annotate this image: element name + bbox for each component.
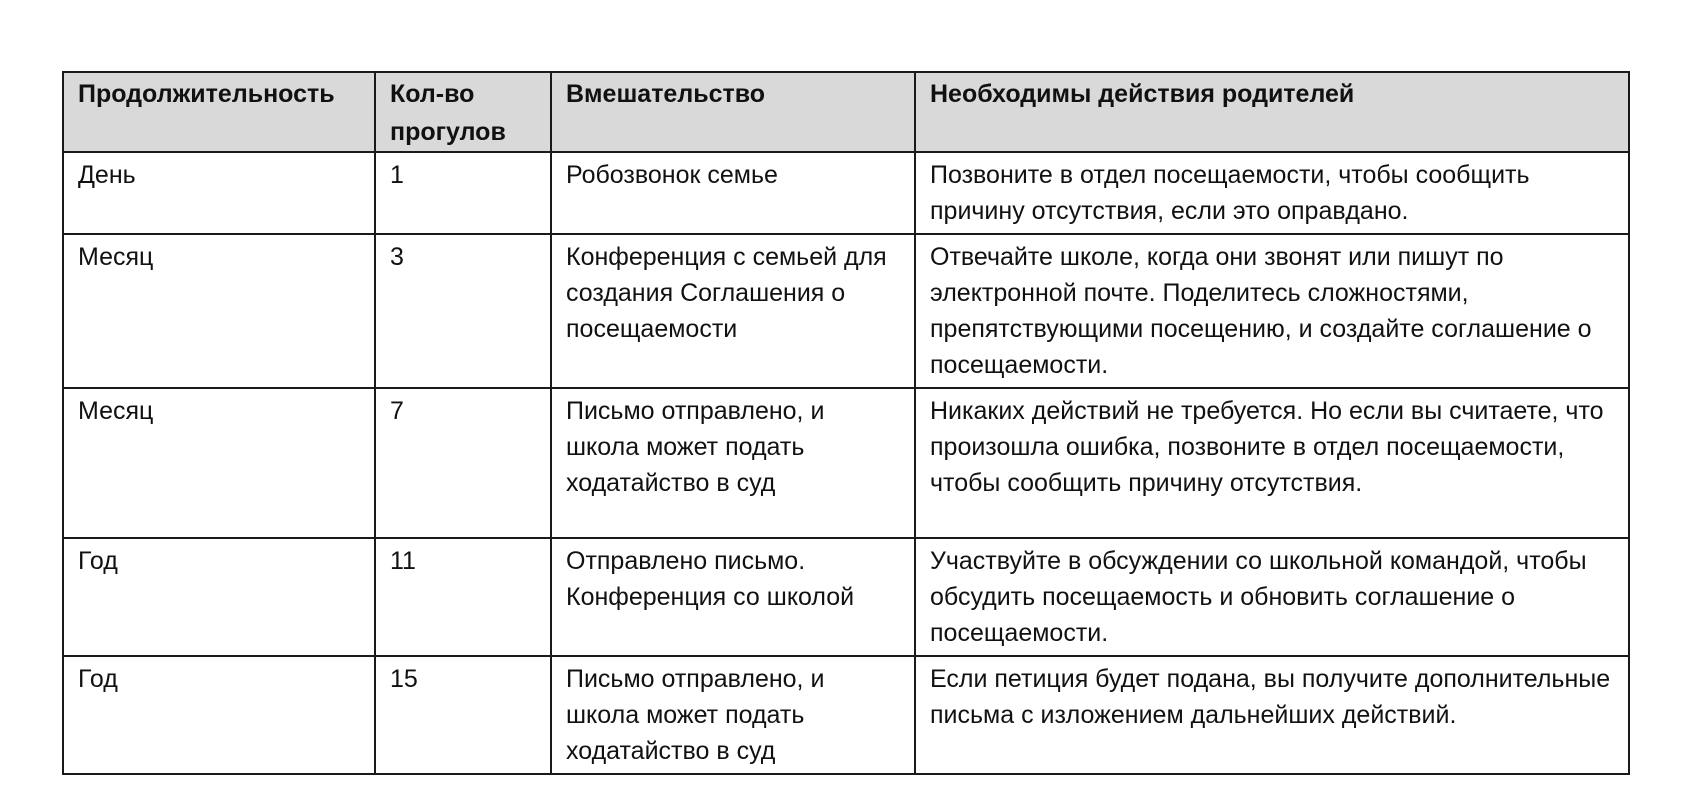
- cell-duration: Месяц: [63, 388, 375, 538]
- cell-duration: Месяц: [63, 234, 375, 388]
- cell-intervention: Робозвонок семье: [551, 152, 915, 234]
- table-header-row: [63, 72, 1629, 152]
- table-row: [63, 656, 1629, 774]
- cell-absences: 7: [375, 388, 551, 538]
- cell-intervention: Отправлено письмо. Конференция со школой: [551, 538, 915, 656]
- header-absences: Кол-во прогулов: [375, 72, 551, 152]
- cell-parent-action: Если петиция будет подана, вы получите дополнительные письма с изложением дальнейших действий.: [915, 656, 1629, 774]
- table-row: [63, 538, 1629, 656]
- table-row: [63, 388, 1629, 538]
- cell-parent-action: Отвечайте школе, когда они звонят или пишут по электронной почте. Поделитесь сложностями, препятствующими посещению, и создайте соглашение о посещаемости.: [915, 234, 1629, 388]
- cell-duration: Год: [63, 656, 375, 774]
- header-intervention: Вмешательство: [551, 72, 915, 152]
- header-duration: Продолжительность: [63, 72, 375, 152]
- table-row: [63, 152, 1629, 234]
- table-row: [63, 234, 1629, 388]
- cell-intervention: Письмо отправлено, и школа может подать ходатайство в суд: [551, 388, 915, 538]
- cell-duration: День: [63, 152, 375, 234]
- attendance-table-container: [62, 71, 1628, 775]
- cell-absences: 3: [375, 234, 551, 388]
- cell-intervention: Конференция с семьей для создания Соглашения о посещаемости: [551, 234, 915, 388]
- cell-parent-action: Позвоните в отдел посещаемости, чтобы сообщить причину отсутствия, если это оправдано.: [915, 152, 1629, 234]
- cell-duration: Год: [63, 538, 375, 656]
- cell-parent-action: Участвуйте в обсуждении со школьной командой, чтобы обсудить посещаемость и обновить соглашение о посещаемости.: [915, 538, 1629, 656]
- cell-absences: 1: [375, 152, 551, 234]
- header-parent-action: Необходимы действия родителей: [915, 72, 1629, 152]
- cell-absences: 15: [375, 656, 551, 774]
- cell-intervention: Письмо отправлено, и школа может подать ходатайство в суд: [551, 656, 915, 774]
- cell-parent-action: Никаких действий не требуется. Но если вы считаете, что произошла ошибка, позвоните в отдел посещаемости, чтобы сообщить причину отсутствия.: [915, 388, 1629, 538]
- attendance-intervention-table: [62, 71, 1630, 775]
- cell-absences: 11: [375, 538, 551, 656]
